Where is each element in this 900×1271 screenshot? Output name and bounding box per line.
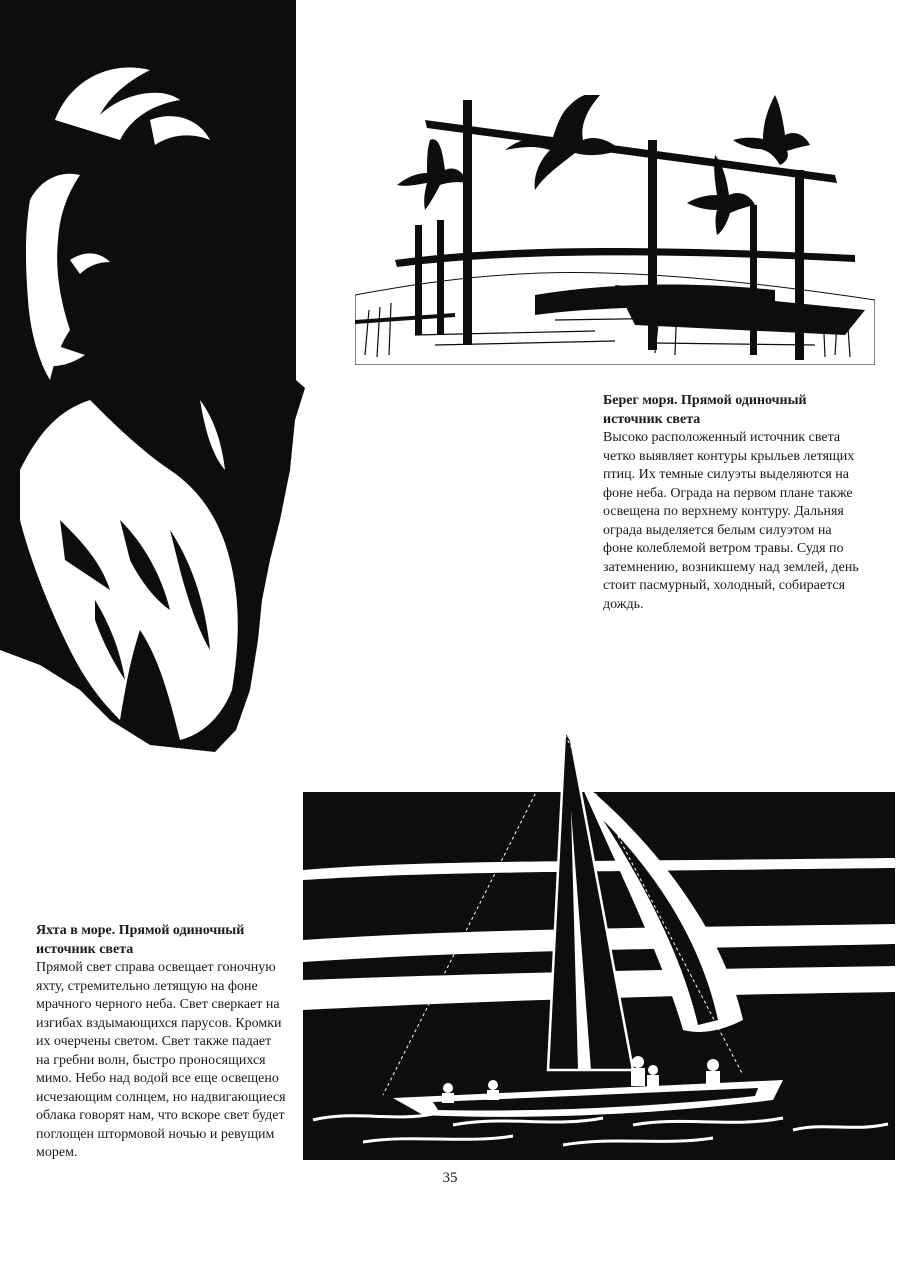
yacht-caption-title: Яхта в море. Прямой одиночный источник света	[36, 923, 245, 957]
yacht-illustration	[303, 730, 895, 1160]
shore-caption-text: Высоко расположенный источник света четко выявляет контуры крыльев летящих птиц. Их темные силуэты выделяются на фоне неба. Ограда на первом плане также освещена по верхнему контуру. Дальняя ограда выделяется белым силуэтом на фоне колеблемой ветром травы. Судя по затемнению, возникшему над землей, день стоит пасмурный, холодный, собирается дождь.	[603, 430, 859, 612]
shore-caption	[603, 392, 859, 614]
page-number: 35	[442, 1170, 458, 1186]
shore-illustration	[355, 95, 875, 365]
portrait-illustration	[0, 0, 305, 760]
yacht-caption-text: Прямой свет справа освещает гоночную яхту, стремительно летящую на фоне мрачного черного неба. Свет сверкает на изгибах вздымающихся парусов. Кромки их очерчены светом. Свет также падает на гребни волн, быстро проносящихся мимо. Небо над водой все еще освещено исчезающим солнцем, но надвигающиеся облака говорят нам, что вскоре свет будет поглощен штормовой ночью и ревущим морем.	[36, 960, 286, 1160]
yacht-caption	[36, 922, 286, 1163]
shore-caption-title: Берег моря. Прямой одиночный источник света	[603, 393, 807, 427]
